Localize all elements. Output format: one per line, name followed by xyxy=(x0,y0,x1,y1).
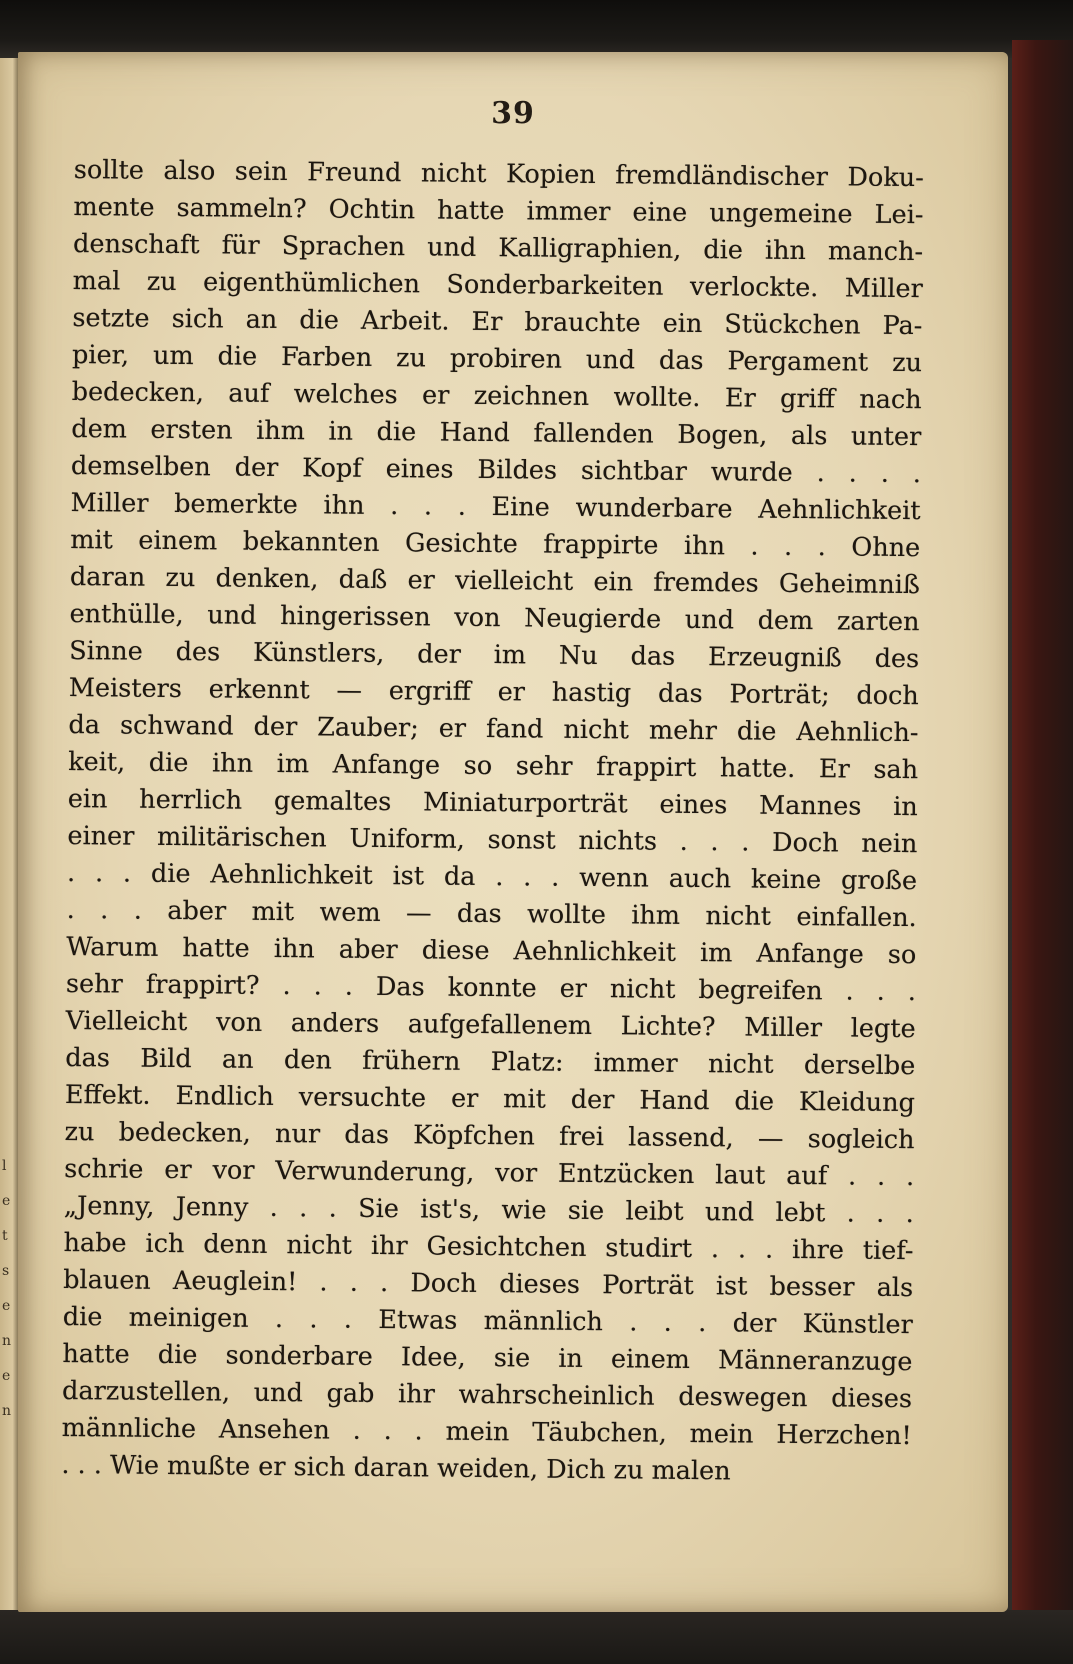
text-line: . . . die Aehnlichkeit ist da . . . wenn auch keine große xyxy=(66,857,918,897)
text-line: Sinne des Künstlers, der im Nu das Erzeugniß des xyxy=(69,635,920,675)
text-line: „Jenny, Jenny . . . Sie ist's, wie sie leibt und lebt . . . xyxy=(63,1190,914,1230)
text-line: mal zu eigenthümlichen Sonderbarkeiten verlockte. Miller xyxy=(72,265,923,305)
text-line: blauen Aeuglein! . . . Doch dieses Porträt ist besser als xyxy=(63,1264,914,1304)
text-line: keit, die ihn im Anfange so sehr frappirt hatte. Er sah xyxy=(68,746,919,786)
bleed-letter: e xyxy=(2,1193,11,1209)
book-bottom-edge xyxy=(0,1610,1073,1664)
text-line: schrie er vor Verwunderung, vor Entzücken laut auf . . . xyxy=(64,1153,915,1193)
text-line: daran zu denken, daß er vielleicht ein fremdes Geheimniß xyxy=(69,561,921,601)
text-line: bedecken, auf welches er zeichnen wollte. Er griff nach xyxy=(71,376,922,416)
text-line: mit einem bekannten Gesichte frappirte ihn . . . Ohne xyxy=(70,524,921,564)
text-line: das Bild an den frühern Platz: immer nicht derselbe xyxy=(65,1042,916,1082)
facing-page-sliver xyxy=(0,58,18,1618)
text-line: sehr frappirt? . . . Das konnte er nicht begreifen . . . xyxy=(65,968,917,1008)
page-number: 39 xyxy=(491,96,535,131)
text-line: demselben der Kopf eines Bildes sichtbar wurde . . . . xyxy=(70,450,922,490)
bleed-letter: e xyxy=(2,1368,11,1384)
text-line: mente sammeln? Ochtin hatte immer eine ungemeine Lei- xyxy=(73,191,924,231)
text-line: Warum hatte ihn aber diese Aehnlichkeit im Anfange so xyxy=(66,931,917,971)
book-page xyxy=(18,52,1008,1612)
bleed-letter: n xyxy=(2,1333,12,1349)
text-line: die meinigen . . . Etwas männlich . . . der Künstler xyxy=(62,1301,913,1341)
text-line: setzte sich an die Arbeit. Er brauchte ein Stückchen Pa- xyxy=(72,302,923,342)
text-line: habe ich denn nicht ihr Gesichtchen studirt . . . ihre tief- xyxy=(63,1227,914,1267)
text-line: ein herrlich gemaltes Miniaturporträt eines Mannes in xyxy=(67,783,918,823)
text-line: Miller bemerkte ihn . . . Eine wunderbare Aehnlichkeit xyxy=(70,487,921,527)
bleed-letter: t xyxy=(2,1228,8,1244)
text-line: . . . Wie mußte er sich daran weiden, Dich zu malen xyxy=(61,1449,731,1487)
book-top-edge xyxy=(0,0,1073,58)
book-cover-edge xyxy=(1012,40,1073,1640)
text-line: . . . aber mit wem — das wollte ihm nicht einfallen. xyxy=(66,894,917,934)
bleed-letter: s xyxy=(2,1263,10,1279)
bleed-letter: l xyxy=(2,1158,7,1174)
text-line: Effekt. Endlich versuchte er mit der Hand die Kleidung xyxy=(64,1079,916,1119)
text-line: da schwand der Zauber; er fand nicht mehr die Aehnlich- xyxy=(68,709,919,749)
text-line: männliche Ansehen . . . mein Täubchen, mein Herzchen! xyxy=(61,1412,912,1452)
bleed-letter: n xyxy=(2,1403,12,1419)
text-line: denschaft für Sprachen und Kalligraphien, die ihn manch- xyxy=(72,228,924,268)
text-line: Meisters erkennt — ergriff er hastig das Porträt; doch xyxy=(68,672,919,712)
text-line: einer militärischen Uniform, sonst nichts . . . Doch nein xyxy=(67,820,918,860)
text-line: dem ersten ihm in die Hand fallenden Bogen, als unter xyxy=(71,413,922,453)
text-line: darzustellen, und gab ihr wahrscheinlich deswegen dieses xyxy=(61,1375,913,1415)
text-line: pier, um die Farben zu probiren und das Pergament zu xyxy=(71,339,923,379)
text-line: Vielleicht von anders aufgefallenem Lichte? Miller legte xyxy=(65,1005,916,1045)
text-line: zu bedecken, nur das Köpfchen frei lassend, — sogleich xyxy=(64,1116,915,1156)
body-text xyxy=(61,152,924,1492)
text-line: hatte die sonderbare Idee, sie in einem Männeranzuge xyxy=(62,1338,913,1378)
bleed-letter: e xyxy=(2,1298,11,1314)
text-line: sollte also sein Freund nicht Kopien fremdländischer Doku- xyxy=(73,154,924,194)
text-line: enthülle, und hingerissen von Neugierde und dem zarten xyxy=(69,598,920,638)
